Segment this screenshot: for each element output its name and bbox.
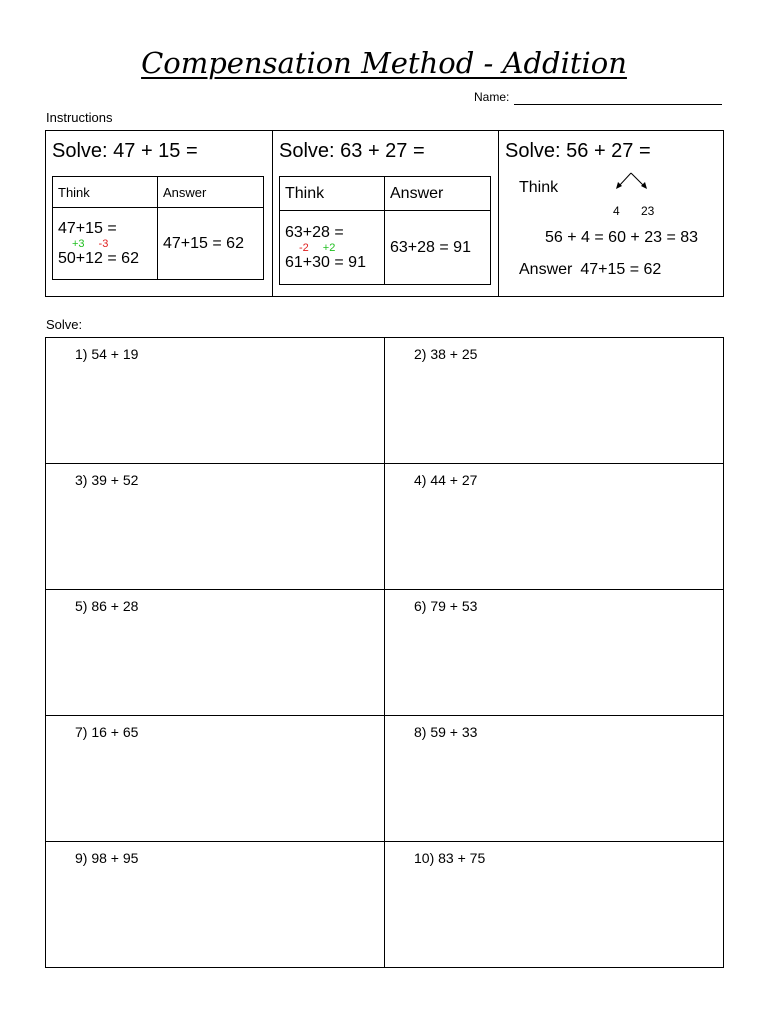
problem-grid <box>45 337 724 968</box>
think-cell <box>280 211 385 285</box>
problem-cell-4[interactable] <box>385 464 724 590</box>
answer-cell: 47+15 = 62 <box>158 208 264 280</box>
instructions-label: Instructions <box>46 110 113 125</box>
examples-box <box>45 130 724 297</box>
think-line-2: 50+12 = 62 <box>58 249 139 267</box>
answer-cell: 63+28 = 91 <box>385 211 491 285</box>
problem-cell-7[interactable] <box>46 716 385 842</box>
problem-8: 8) 59 + 33 <box>414 724 478 740</box>
problem-cell-3[interactable] <box>46 464 385 590</box>
problem-cell-1[interactable] <box>46 338 385 464</box>
think-label: Think <box>519 179 559 196</box>
example-1-table <box>52 176 264 280</box>
think-line-1: 47+15 = <box>58 219 117 237</box>
problem-9: 9) 98 + 95 <box>75 850 139 866</box>
think-header: Think <box>280 177 385 211</box>
problem-6: 6) 79 + 53 <box>414 598 478 614</box>
answer-header: Answer <box>158 177 264 208</box>
problem-3: 3) 39 + 52 <box>75 472 139 488</box>
problem-cell-5[interactable] <box>46 590 385 716</box>
problem-5: 5) 86 + 28 <box>75 598 139 614</box>
name-line[interactable] <box>514 104 722 105</box>
problem-2: 2) 38 + 25 <box>414 346 478 362</box>
example-2-table <box>279 176 491 285</box>
adjustments <box>285 242 379 254</box>
example-2 <box>273 131 499 296</box>
problem-1: 1) 54 + 19 <box>75 346 139 362</box>
example-3-title: Solve: 56 + 27 = <box>505 140 651 162</box>
adjustment-first: -2 <box>299 241 309 254</box>
adjustment-second: -3 <box>98 237 109 250</box>
problem-cell-8[interactable] <box>385 716 724 842</box>
adjustment-first: +3 <box>72 237 85 250</box>
think-cell <box>53 208 158 280</box>
think-line-1: 63+28 = <box>285 223 344 241</box>
example-1-title: Solve: 47 + 15 = <box>52 140 198 162</box>
problem-cell-9[interactable] <box>46 842 385 968</box>
answer-label: Answer <box>519 261 573 278</box>
split-arrows-icon <box>611 169 651 195</box>
worksheet-title: Compensation Method - Addition <box>141 46 627 80</box>
problem-cell-2[interactable] <box>385 338 724 464</box>
problem-cell-10[interactable] <box>385 842 724 968</box>
adjustment-second: +2 <box>322 241 336 254</box>
problem-7: 7) 16 + 65 <box>75 724 139 740</box>
split-left-value: 4 <box>613 204 620 218</box>
answer-row <box>519 261 661 279</box>
solve-label: Solve: <box>46 317 83 332</box>
answer-value: 47+15 = 62 <box>580 261 662 278</box>
think-line-2: 61+30 = 91 <box>285 253 366 271</box>
problem-10: 10) 83 + 75 <box>414 850 486 866</box>
split-equation: 56 + 4 = 60 + 23 = 83 <box>545 229 699 246</box>
example-1 <box>46 131 273 296</box>
think-header: Think <box>53 177 158 208</box>
problem-4: 4) 44 + 27 <box>414 472 478 488</box>
example-2-title: Solve: 63 + 27 = <box>279 140 425 162</box>
problem-cell-6[interactable] <box>385 590 724 716</box>
answer-header: Answer <box>385 177 491 211</box>
adjustments <box>58 238 152 250</box>
name-label: Name: <box>474 90 510 104</box>
split-right-value: 23 <box>641 204 655 218</box>
example-3 <box>499 131 723 296</box>
